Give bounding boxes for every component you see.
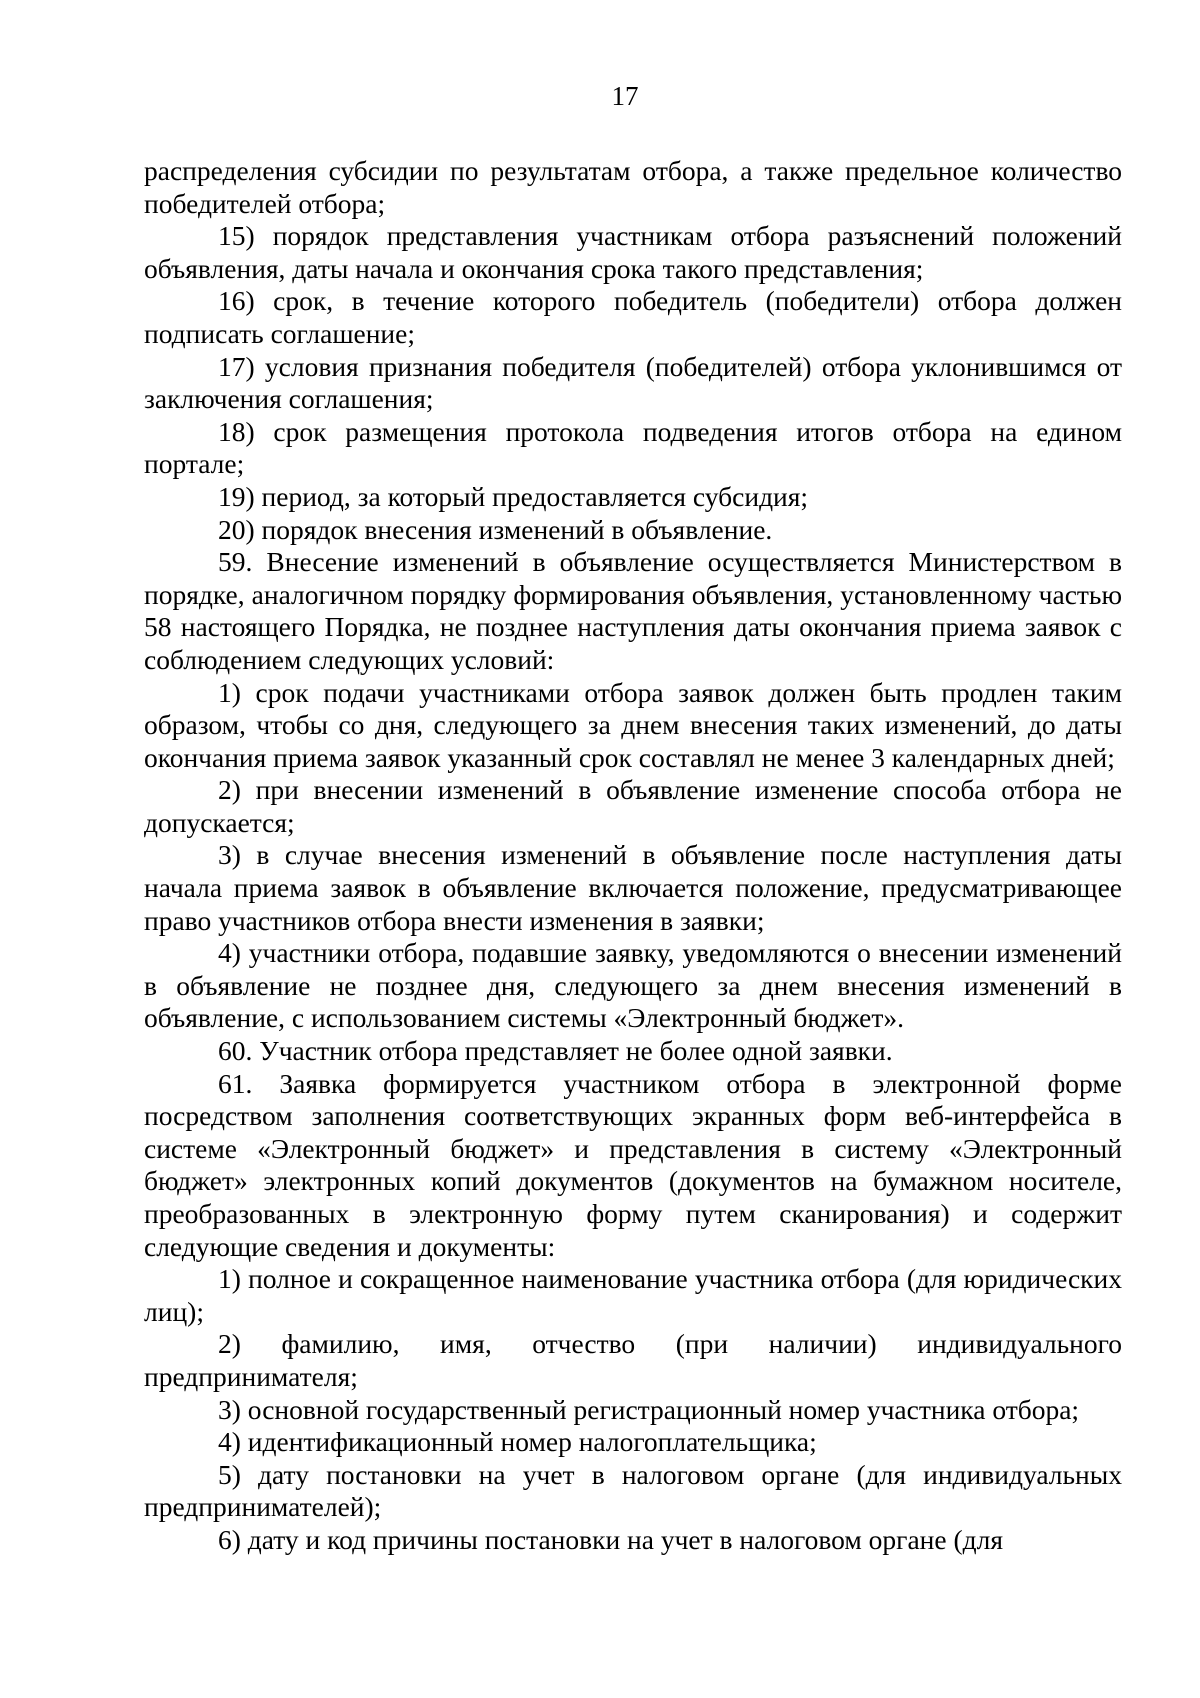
paragraph: 60. Участник отбора представляет не более одной заявки. — [218, 1035, 893, 1067]
paragraph: 61. Заявка формируется участником отбора в электронной форме посредством заполнения соответствующих экранных форм веб-интерфейса в системе «Электронный бюджет» и представления в систему «Электронный бюджет» электронных копий документов (документов на бумажном носителе, преобразованных в электронную форму путем сканирования) и содержит следующие сведения и документы: — [144, 1067, 1122, 1262]
paragraph: 3) в случае внесения изменений в объявление после наступления даты начала приема заявок в объявление включается положение, предусматривающее право участников отбора внести изменения в заявки; — [144, 839, 1122, 936]
paragraph: 16) срок, в течение которого победитель (победители) отбора должен подписать соглашение; — [144, 285, 1122, 349]
paragraph: 4) идентификационный номер налогоплательщика; — [218, 1426, 817, 1458]
paragraph: 2) фамилию, имя, отчество (при наличии) индивидуального предпринимателя; — [144, 1328, 1122, 1392]
paragraph: 15) порядок представления участникам отбора разъяснений положений объявления, даты начала и окончания срока такого представления; — [144, 220, 1122, 284]
paragraph: 1) полное и сокращенное наименование участника отбора (для юридических лиц); — [144, 1263, 1122, 1327]
paragraph: 4) участники отбора, подавшие заявку, уведомляются о внесении изменений в объявление не позднее дня, следующего за днем внесения изменений в объявление, с использованием системы «Электронный бюджет». — [144, 937, 1122, 1034]
paragraph: 19) период, за который предоставляется субсидия; — [218, 480, 809, 512]
paragraph: 20) порядок внесения изменений в объявление. — [218, 513, 773, 545]
paragraph: 18) срок размещения протокола подведения итогов отбора на едином портале; — [144, 415, 1122, 480]
paragraph: 59. Внесение изменений в объявление осуществляется Министерством в порядке, аналогичном порядку формирования объявления, установленному частью 58 настоящего Порядка, не позднее наступления даты окончания приема заявок с соблюдением следующих условий: — [144, 546, 1122, 675]
document-body — [144, 155, 1122, 1557]
paragraph: 2) при внесении изменений в объявление изменение способа отбора не допускается; — [144, 774, 1122, 838]
paragraph: 17) условия признания победителя (победителей) отбора уклонившимся от заключения соглашения; — [144, 350, 1122, 415]
page-number: 17 — [611, 81, 639, 111]
paragraph: 5) дату постановки на учет в налоговом органе (для индивидуальных предпринимателей); — [144, 1458, 1122, 1523]
paragraph: распределения субсидии по результатам отбора, а также предельное количество победителей отбора; — [144, 155, 1122, 219]
paragraph: 3) основной государственный регистрационный номер участника отбора; — [218, 1393, 1080, 1425]
paragraph: 6) дату и код причины постановки на учет в налоговом органе (для — [218, 1523, 1003, 1555]
paragraph: 1) срок подачи участниками отбора заявок должен быть продлен таким образом, чтобы со дня, следующего за днем внесения таких изменений, до даты окончания приема заявок указанный срок составлял не менее 3 календарных дней; — [144, 676, 1122, 773]
